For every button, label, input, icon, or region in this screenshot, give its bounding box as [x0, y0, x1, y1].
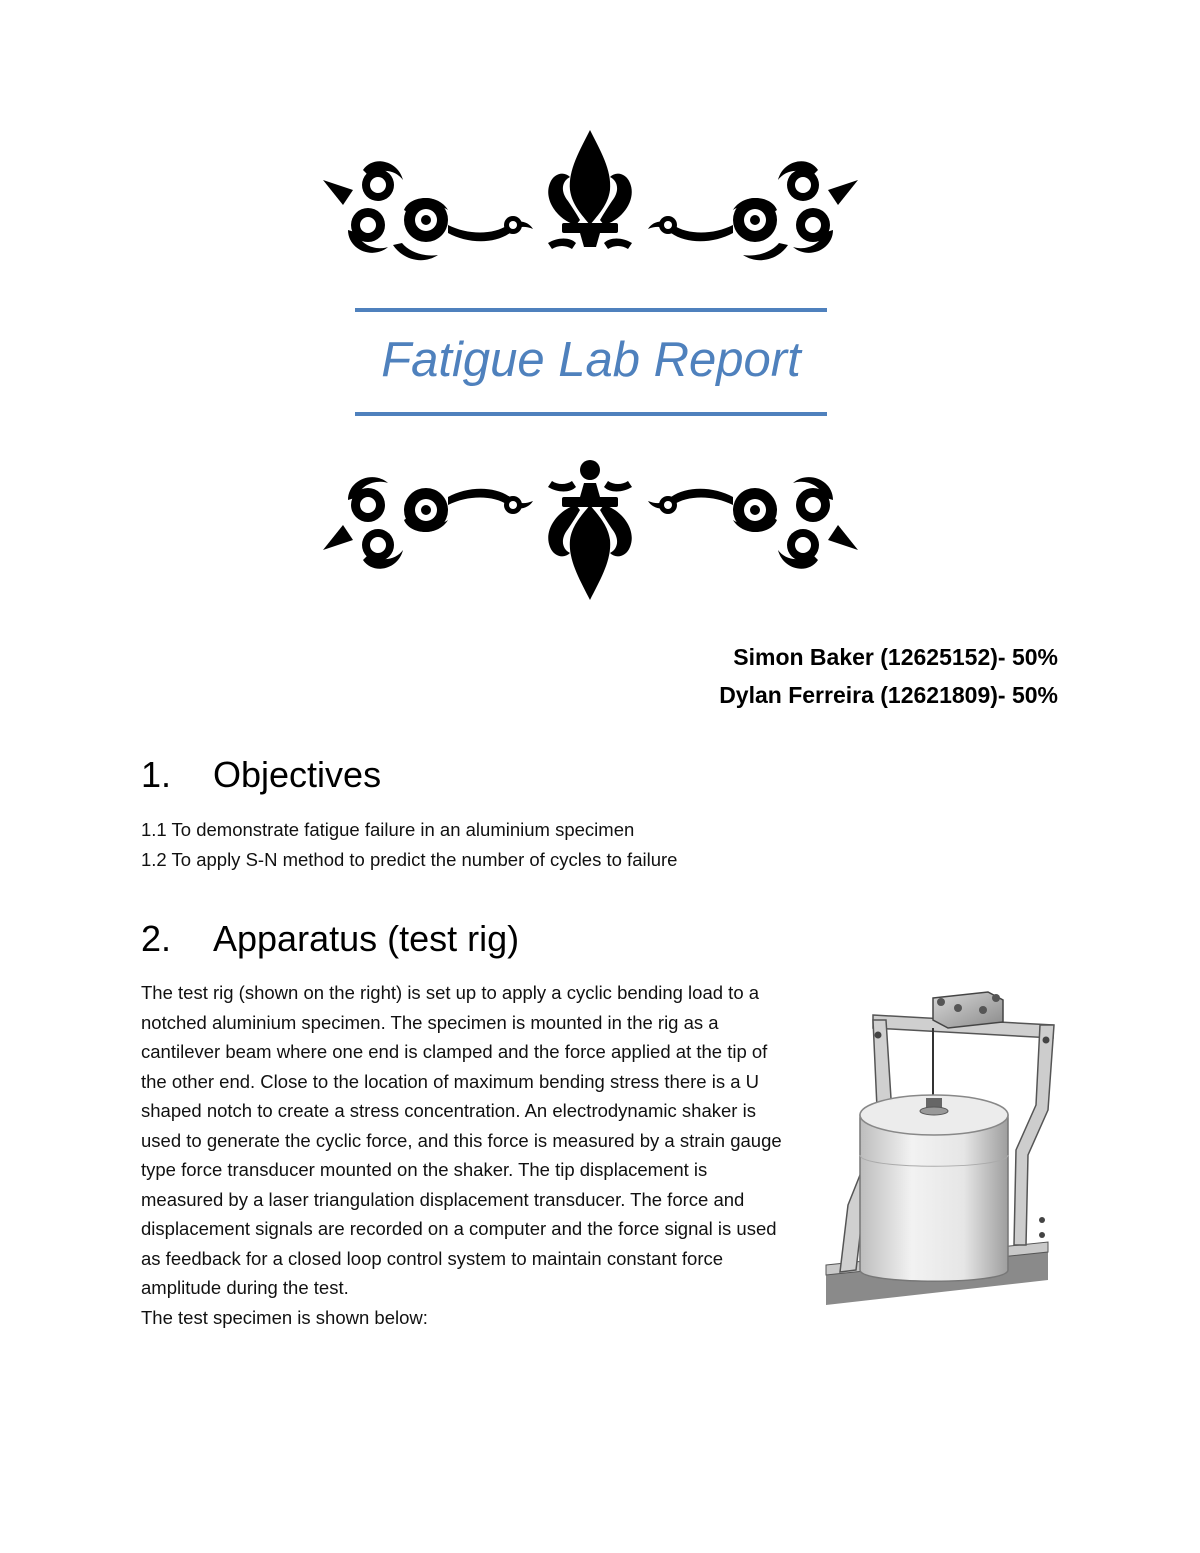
- apparatus-paragraph: The test rig (shown on the right) is set up to apply a cyclic bending load to a notched aluminium specimen. The specimen is mounted in the rig as a cantilever beam where one end is clamped and the force applied at the tip of the other end. Close to the location of maximum bending stress there is a U shaped notch to create a stress concentration. An electrodynamic shaker is used to generate the cyclic force, and this force is measured by a strain gauge type force transducer mounted on the shaker. The tip displacement is measured by a laser triangulation displacement transducer. The force and displacement signals are recorded on a computer and the force signal is used as feedback for a closed loop control system to maintain constant force amplitude during the test.: [141, 982, 782, 1298]
- objectives-list: [141, 815, 677, 874]
- objective-item: 1.1 To demonstrate fatigue failure in an aluminium specimen: [141, 819, 635, 840]
- title-top-rule: [355, 308, 827, 312]
- section-number: 2.: [141, 918, 172, 959]
- apparatus-description: [141, 978, 791, 1332]
- title-bottom-rule: [355, 412, 827, 416]
- bottom-fleur-de-lis-ornament: [318, 450, 863, 605]
- section-heading-objectives: [141, 753, 381, 797]
- section-title: Objectives: [213, 754, 382, 795]
- report-title: Fatigue Lab Report: [381, 333, 801, 387]
- test-rig-illustration: [818, 980, 1063, 1315]
- top-fleur-de-lis-ornament: [318, 125, 863, 275]
- author-list: [719, 638, 1058, 714]
- objective-item: 1.2 To apply S-N method to predict the number of cycles to failure: [141, 848, 678, 870]
- section-title: Apparatus (test rig): [213, 918, 520, 959]
- specimen-intro-paragraph: The test specimen is shown below:: [141, 1306, 428, 1328]
- section-heading-apparatus: [141, 917, 519, 961]
- author-1: Simon Baker (12625152)- 50%: [733, 644, 1058, 670]
- author-2: Dylan Ferreira (12621809)- 50%: [719, 682, 1058, 708]
- section-number: 1.: [141, 754, 172, 795]
